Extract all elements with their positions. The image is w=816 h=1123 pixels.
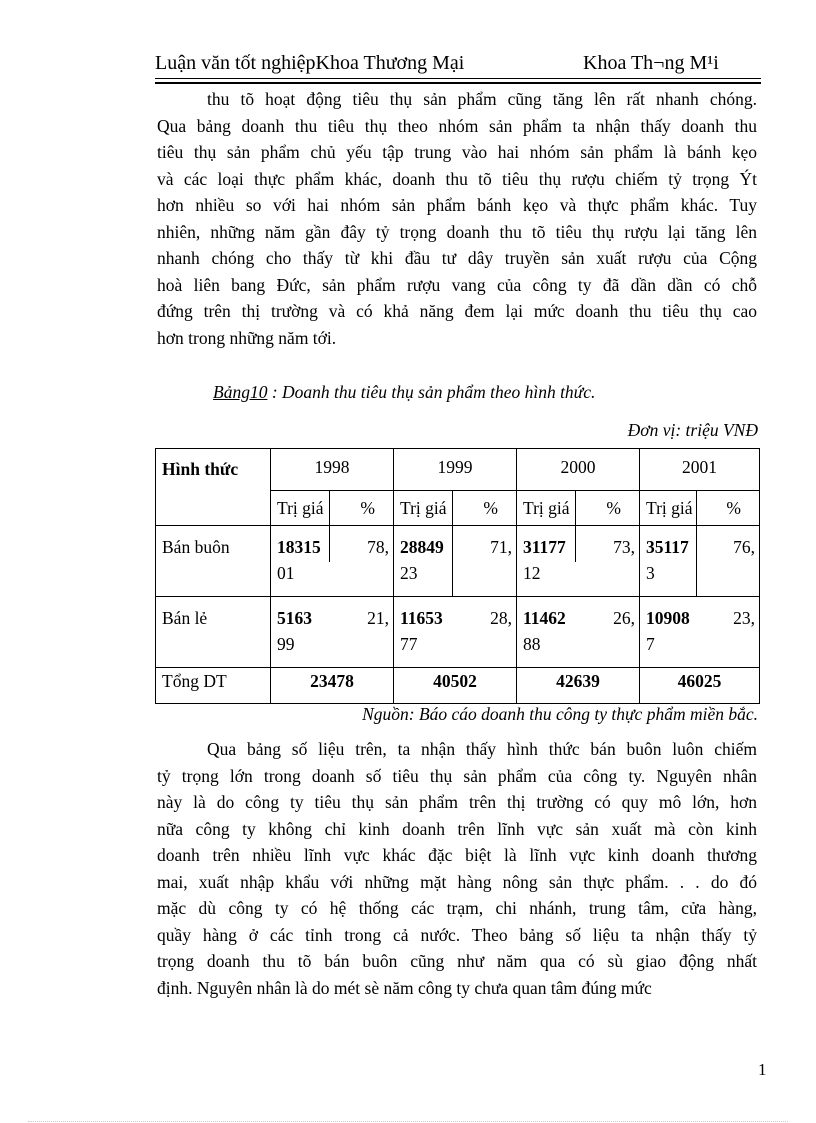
cell-value: 35117 bbox=[646, 537, 689, 557]
paragraph-line: đứng trên thị trường và có khả năng đem lại mức doanh thu tiêu thụ cao bbox=[157, 301, 757, 321]
paragraph-line: hoà liên bang Đức, sản phẩm rượu vang của công ty đã dần dần có chỗ bbox=[157, 274, 757, 295]
paragraph-line: Qua bảng số liệu trên, ta nhận thấy hình thức bán buôn luôn chiếm bbox=[207, 739, 757, 759]
subheader-pct: % bbox=[360, 498, 375, 518]
cell-pct-int: 73, bbox=[613, 537, 635, 557]
table-caption-text: : Doanh thu tiêu thụ sản phẩm theo hình thức. bbox=[267, 382, 596, 402]
subheader-cell bbox=[517, 491, 640, 526]
header-rule-thin bbox=[155, 78, 761, 79]
paragraph-line: mai, xuất nhập khẩu với những mặt hàng nông sản thực phẩm. . . do đó bbox=[157, 871, 757, 892]
cell-pct-dec: 7 bbox=[646, 634, 655, 654]
table-caption-label: Bảng10 bbox=[213, 382, 268, 402]
paragraph-line: nữa công ty không chỉ kinh doanh trên lĩnh vực sản xuất mà còn kinh bbox=[157, 818, 757, 839]
data-cell bbox=[271, 526, 394, 597]
paragraph-line: hơn trong những năm tới. bbox=[157, 327, 337, 348]
row-label-tong-dt: Tổng DT bbox=[156, 668, 271, 704]
paragraph-line: doanh trên nhiều lĩnh vực khác đặc biệt là lĩnh vực kinh doanh thương bbox=[157, 845, 757, 865]
total-cell: 40502 bbox=[394, 668, 517, 704]
cell-pct-dec: 88 bbox=[523, 634, 541, 654]
data-cell bbox=[517, 526, 640, 597]
subheader-pct: % bbox=[726, 498, 741, 518]
paragraph-line: mặc dù công ty có hệ thống các trạm, chi nhánh, trung tâm, cửa hàng, bbox=[157, 898, 757, 918]
cell-pct-int: 26, bbox=[613, 608, 635, 628]
data-cell bbox=[394, 597, 517, 668]
paragraph-line: nhanh chóng cho thấy từ khi đầu tư dây truyền sản xuất rượu của Cộng bbox=[157, 248, 757, 268]
total-cell: 46025 bbox=[640, 668, 760, 704]
total-cell: 23478 bbox=[271, 668, 394, 704]
paragraph-line: Qua bảng doanh thu tiêu thụ theo nhóm sản phẩm ta nhận thấy doanh thu bbox=[157, 115, 757, 136]
cell-pct-dec: 3 bbox=[646, 563, 655, 583]
paragraph-line: nhiên, những năm gần đây tỷ trọng doanh thu tõ tiêu thụ rượu lại tăng lên bbox=[157, 221, 757, 242]
cell-pct-int: 76, bbox=[733, 537, 755, 557]
year-header: 2001 bbox=[640, 449, 760, 491]
paragraph-intro bbox=[157, 86, 757, 351]
cell-pct-dec: 01 bbox=[277, 563, 295, 583]
paragraph-line: trọng doanh thu tõ bán buôn cũng như năm qua có sù giao động nhất bbox=[157, 951, 757, 971]
subheader-value: Trị giá bbox=[646, 498, 693, 518]
subheader-cell bbox=[640, 491, 760, 526]
table-caption bbox=[213, 382, 595, 403]
header-rule-thick bbox=[155, 82, 761, 84]
cell-pct-dec: 12 bbox=[523, 563, 541, 583]
cell-value: 11462 bbox=[523, 608, 566, 628]
page-number: 1 bbox=[758, 1060, 767, 1079]
year-header: 1999 bbox=[394, 449, 517, 491]
header-right-title: Khoa Th¬ng M¹i bbox=[583, 52, 719, 74]
paragraph-analysis bbox=[157, 736, 757, 1001]
total-cell: 42639 bbox=[517, 668, 640, 704]
page-bottom-dotted-rule bbox=[28, 1121, 788, 1122]
paragraph-line: quầy hàng ở các tỉnh trong cả nước. Theo bảng số liệu ta nhận thấy tỷ bbox=[157, 924, 757, 945]
subheader-pct: % bbox=[606, 498, 621, 518]
cell-pct-int: 78, bbox=[367, 537, 389, 557]
paragraph-line: này là do công ty tiêu thụ sản phẩm trên thị trường có quy mô lớn, hơn bbox=[157, 792, 757, 812]
cell-pct-int: 21, bbox=[367, 608, 389, 628]
cell-value: 10908 bbox=[646, 608, 690, 628]
source-note: Nguồn: Báo cáo doanh thu công ty thực phẩm miền bắc. bbox=[362, 704, 758, 724]
subheader-cell bbox=[394, 491, 517, 526]
cell-value: 31177 bbox=[523, 537, 566, 557]
subheader-pct: % bbox=[483, 498, 498, 518]
cell-pct-dec: 99 bbox=[277, 634, 295, 654]
subheader-value: Trị giá bbox=[400, 498, 447, 518]
paragraph-line: và các loại thực phẩm khác, doanh thu tõ tiêu thụ rượu chiếm tỷ trọng Ýt bbox=[157, 168, 757, 189]
row-label-ban-buon: Bán buôn bbox=[156, 526, 271, 597]
cell-pct-int: 28, bbox=[490, 608, 512, 628]
header-cell-hinh-thuc: Hình thức bbox=[156, 449, 271, 526]
data-cell bbox=[394, 526, 517, 597]
row-label-ban-le: Bán lẻ bbox=[156, 597, 271, 668]
revenue-table bbox=[155, 448, 760, 704]
header-left-title: Luận văn tốt nghiệpKhoa Thương Mại bbox=[155, 52, 465, 74]
subheader-value: Trị giá bbox=[277, 498, 324, 518]
data-cell bbox=[640, 597, 760, 668]
cell-pct-dec: 77 bbox=[400, 634, 418, 654]
cell-pct-dec: 23 bbox=[400, 563, 418, 583]
year-header: 2000 bbox=[517, 449, 640, 491]
cell-pct-int: 23, bbox=[733, 608, 755, 628]
paragraph-line: tiêu thụ sản phẩm chủ yếu tập trung vào hai nhóm sản phẩm là bánh kẹo bbox=[157, 142, 757, 162]
cell-value: 5163 bbox=[277, 608, 312, 628]
page-header bbox=[155, 50, 761, 76]
unit-note: Đơn vị: triệu VNĐ bbox=[627, 420, 758, 440]
cell-value: 11653 bbox=[400, 608, 443, 628]
paragraph-line: thu tõ hoạt động tiêu thụ sản phẩm cũng tăng lên rất nhanh chóng. bbox=[207, 89, 757, 109]
paragraph-line: tỷ trọng lớn trong doanh số tiêu thụ sản phẩm của công ty. Nguyên nhân bbox=[157, 765, 757, 786]
subheader-value: Trị giá bbox=[523, 498, 570, 518]
subheader-cell bbox=[271, 491, 394, 526]
data-cell bbox=[271, 597, 394, 668]
paragraph-line: định. Nguyên nhân là do mét sè năm công ty chưa quan tâm đúng mức bbox=[157, 977, 652, 998]
year-header: 1998 bbox=[271, 449, 394, 491]
data-cell bbox=[517, 597, 640, 668]
paragraph-line: hơn nhiều so với hai nhóm sản phẩm bánh kẹo và thực phẩm khác. Tuy bbox=[157, 195, 757, 215]
cell-value: 18315 bbox=[277, 537, 321, 557]
cell-value: 28849 bbox=[400, 537, 444, 557]
data-cell bbox=[640, 526, 760, 597]
cell-pct-int: 71, bbox=[490, 537, 512, 557]
